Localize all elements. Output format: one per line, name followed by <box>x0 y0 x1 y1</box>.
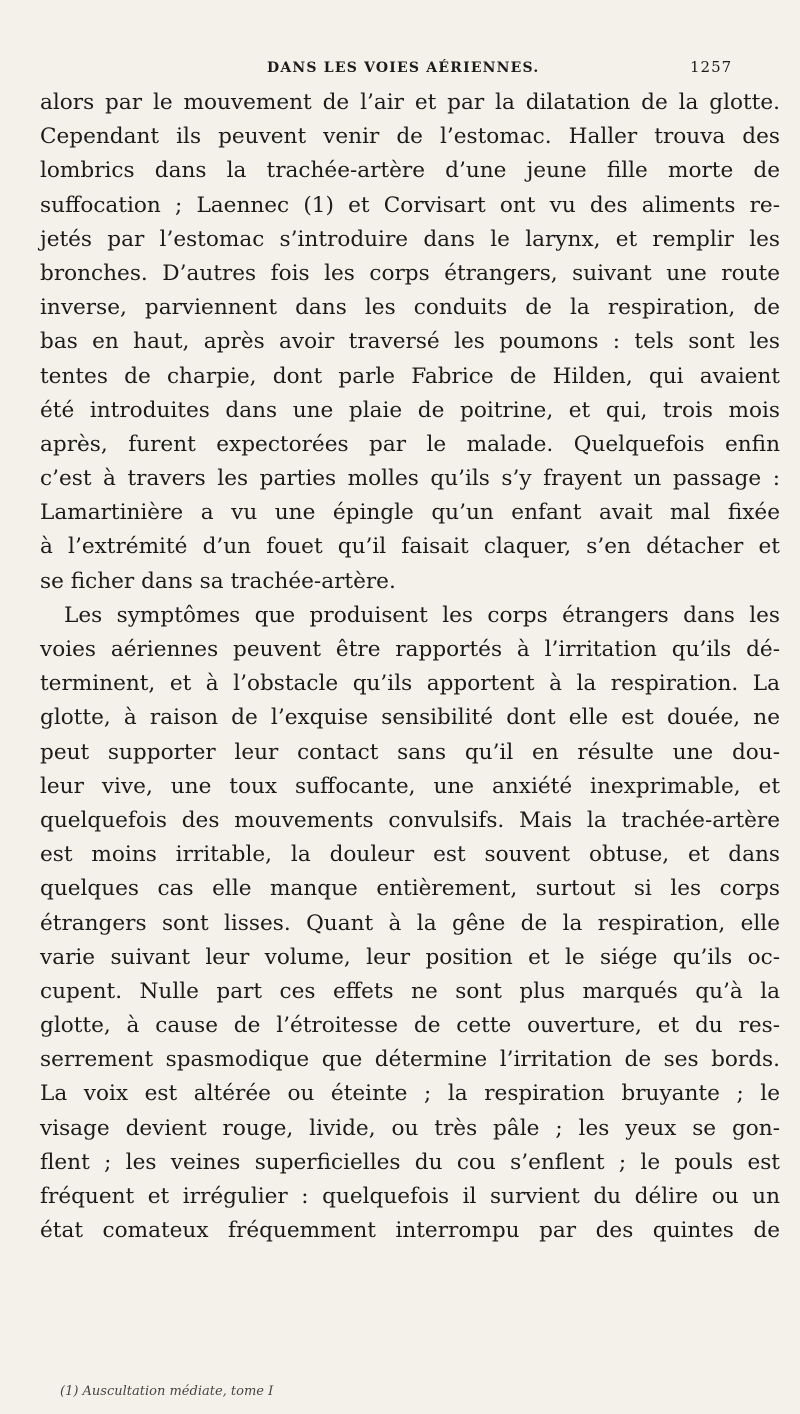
running-title: DANS LES VOIES AÉRIENNES. <box>267 60 540 76</box>
text-line: jetés par l’estomac s’introduire dans le larynx, et remplir les <box>40 226 780 252</box>
text-line: à l’extrémité d’un fouet qu’il faisait claquer, s’en détacher et <box>40 534 780 560</box>
text-line: peut supporter leur contact sans qu’il en résulte une dou- <box>40 739 780 765</box>
text-line: bronches. D’autres fois les corps étrangers, suivant une route <box>40 260 780 286</box>
text-line: cupent. Nulle part ces effets ne sont plus marqués qu’à la <box>40 978 780 1004</box>
running-head <box>0 60 800 84</box>
text-line: lombrics dans la trachée-artère d’une jeune fille morte de <box>40 158 780 184</box>
text-line: Lamartinière a vu une épingle qu’un enfant avait mal fixée <box>40 500 780 526</box>
text-line: est moins irritable, la douleur est souvent obtuse, et dans <box>40 842 780 868</box>
text-line: fréquent et irrégulier : quelquefois il survient du délire ou un <box>40 1184 780 1209</box>
text-line: glotte, à cause de l’étroitesse de cette ouverture, et du res- <box>40 1013 780 1039</box>
text-line: inverse, parviennent dans les conduits de la respiration, de <box>40 295 780 321</box>
text-line: c’est à travers les parties molles qu’ils s’y frayent un passage : <box>40 466 780 492</box>
text-line: après, furent expectorées par le malade. Quelquefois enfin <box>40 431 780 457</box>
text-line: glotte, à raison de l’exquise sensibilité dont elle est douée, ne <box>40 705 780 731</box>
text-line: état comateux fréquemment interrompu par des quintes de <box>40 1218 780 1244</box>
paragraph <box>40 599 780 1249</box>
text-line: La voix est altérée ou éteinte ; la respiration bruyante ; le <box>40 1081 780 1107</box>
text-line: été introduites dans une plaie de poitrine, et qui, trois mois <box>40 397 780 423</box>
text-line: flent ; les veines superficielles du cou s’enflent ; le pouls est <box>40 1149 780 1175</box>
text-line: se ficher dans sa trachée-artère. <box>40 568 396 594</box>
text-line: alors par le mouvement de l’air et par la dilatation de la glotte. <box>40 90 780 115</box>
paragraph <box>40 86 780 599</box>
text-line: tentes de charpie, dont parle Fabrice de Hilden, qui avaient <box>40 363 780 389</box>
text-line: quelques cas elle manque entièrement, surtout si les corps <box>40 876 780 902</box>
text-line: étrangers sont lisses. Quant à la gêne de la respiration, elle <box>40 910 780 936</box>
text-line: serrement spasmodique que détermine l’irritation de ses bords. <box>40 1047 780 1073</box>
text-line: visage devient rouge, livide, ou très pâle ; les yeux se gon- <box>40 1115 780 1141</box>
text-line: leur vive, une toux suffocante, une anxiété inexprimable, et <box>40 773 780 799</box>
text-line: quelquefois des mouvements convulsifs. Mais la trachée-artère <box>40 807 780 833</box>
footnote: (1) Auscultation médiate, tome I <box>60 1384 274 1399</box>
text-line: voies aériennes peuvent être rapportés à l’irritation qu’ils dé- <box>40 637 780 662</box>
text-line: terminent, et à l’obstacle qu’ils apportent à la respiration. La <box>40 671 780 697</box>
text-line: Les symptômes que produisent les corps étrangers dans les <box>64 602 780 628</box>
text-line: bas en haut, après avoir traversé les poumons : tels sont les <box>40 329 780 355</box>
text-line: Cependant ils peuvent venir de l’estomac. Haller trouva des <box>40 124 780 150</box>
body-text <box>40 86 780 1248</box>
text-line: varie suivant leur volume, leur position et le siége qu’ils oc- <box>40 944 780 970</box>
page-number: 1257 <box>690 58 733 76</box>
text-line: suffocation ; Laennec (1) et Corvisart ont vu des aliments re- <box>40 192 780 218</box>
